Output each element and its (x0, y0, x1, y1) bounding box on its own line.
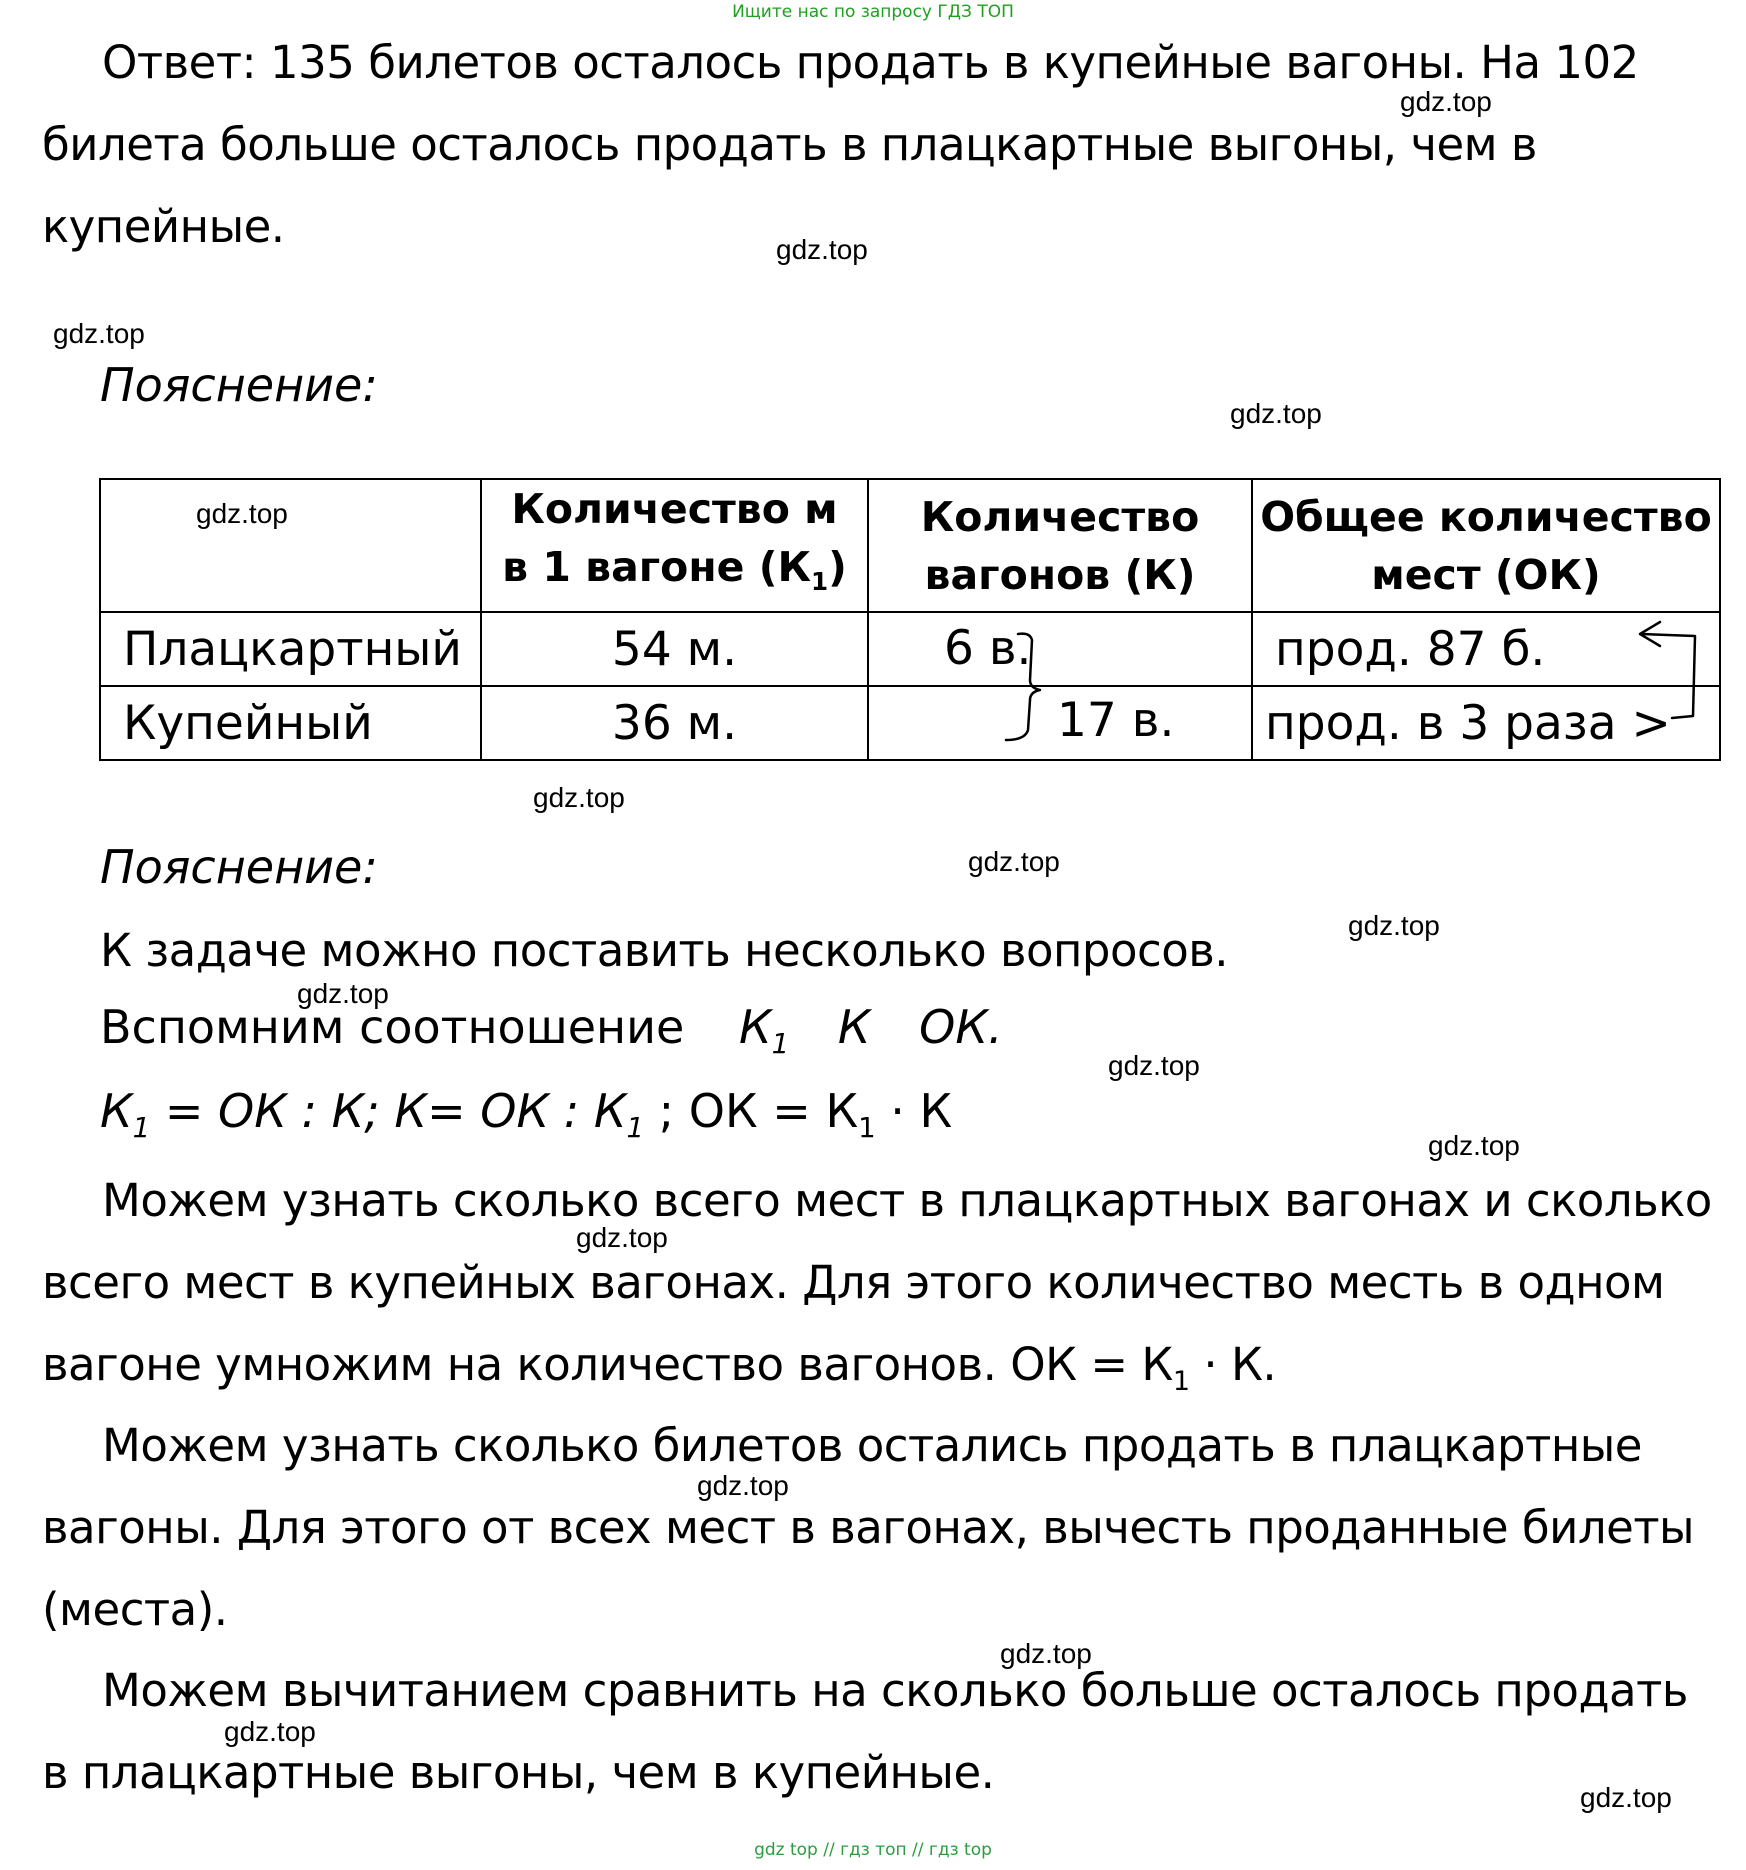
header-total: Общее количество мест (ОК) (1252, 479, 1720, 612)
watermark: gdz.top (968, 846, 1060, 877)
row-total-kupe: прод. в 3 раза > (1252, 686, 1720, 760)
watermark: gdz.top (196, 498, 288, 529)
return-arrow (1642, 634, 1695, 718)
row-total-platskart: прод. 87 б. (1252, 612, 1720, 686)
header-wagons: Количество вагонов (К) (868, 479, 1252, 612)
answer-paragraph: Ответ: 135 билетов осталось продать в купейные вагоны. На 102 билета больше осталось продать в плацкартные выгоны, чем в купейные. (42, 36, 1639, 253)
paragraph-3: Можем вычитанием сравнить на сколько больше осталось продать в плацкартные выгоны, чем в купейные. (42, 1664, 1688, 1799)
curly-brace (1006, 634, 1040, 740)
row-wagons-platskart: 6 в. (868, 612, 1252, 686)
watermark: gdz.top (1230, 398, 1322, 429)
row-per-wagon-platskart: 54 м. (481, 612, 868, 686)
line-relation: Вспомним соотношение $К_1$ К ОК. (100, 1000, 1003, 1061)
watermark: gdz.top (1428, 1130, 1520, 1161)
top-banner: Ищите нас по запросу ГДЗ ТОП (732, 2, 1014, 22)
watermark: gdz.top (297, 978, 389, 1009)
watermark: gdz.top (776, 234, 868, 265)
row-per-wagon-kupe: 36 м. (481, 686, 868, 760)
row-name-platskart: Плацкартный (100, 612, 481, 686)
watermark: gdz.top (53, 318, 145, 349)
explanation-heading-1: Пояснение: (100, 358, 378, 412)
watermark: gdz.top (576, 1222, 668, 1253)
explanation-heading-2: Пояснение: (100, 840, 378, 894)
wagons-total: 17 в. (1057, 693, 1175, 749)
watermark: gdz.top (1108, 1050, 1200, 1081)
paragraph-2: Можем узнать сколько билетов остались продать в плацкартные вагоны. Для этого от всех мест в вагонах, вычесть проданные билеты (места). (42, 1419, 1695, 1636)
watermark: gdz.top (1580, 1782, 1672, 1813)
watermark: gdz.top (533, 782, 625, 813)
bottom-banner: gdz top // гдз топ // гдз top (754, 1840, 992, 1860)
watermark: gdz.top (1000, 1638, 1092, 1669)
header-per-wagon: Количество м в 1 вагоне $(К_1)$ (481, 479, 868, 612)
row-name-kupe: Купейный (100, 686, 481, 760)
line-formulas: $К_1$ = ОК : К; К= ОК : $К_1$ ; ОК = $К_1 \cdot К$ (100, 1084, 953, 1145)
watermark: gdz.top (224, 1716, 316, 1747)
watermark: gdz.top (1348, 910, 1440, 941)
watermark: gdz.top (1400, 86, 1492, 117)
line-questions: К задаче можно поставить несколько вопросов. (100, 924, 1229, 977)
paragraph-1: Можем узнать сколько всего мест в плацкартных вагонах и сколько всего мест в купейных вагонах. Для этого количество месть в одном вагоне умножим на количество вагонов. ОК = $К_1 \cdot К$. (42, 1174, 1712, 1397)
watermark: gdz.top (697, 1470, 789, 1501)
